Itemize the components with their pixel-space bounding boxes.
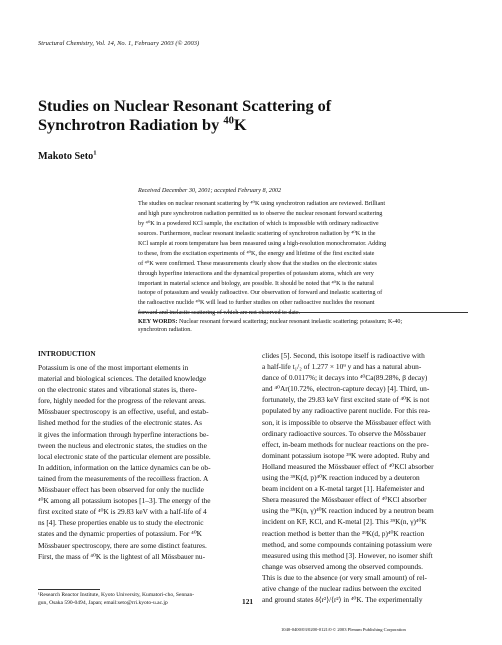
- left-column-line: tween the nucleus and electronic states, the studies on the: [38, 440, 207, 450]
- right-column-line: method, and some compounds containing potassium were: [262, 539, 432, 549]
- author-name: [38, 151, 97, 162]
- abstract-line: The studies on nuclear resonant scattering by ⁴⁰K using synchrotron radiation are reviewed. Brilliant: [138, 201, 386, 207]
- right-column-line: using the ³⁹K(n, γ)⁴⁰K reaction induced by a neutron beam: [262, 506, 434, 516]
- received-date-line: Received December 30, 2001; accepted February 8, 2002: [138, 187, 282, 194]
- right-column-line: beam incident on a K-metal target [1]. Hafemeister and: [262, 484, 425, 494]
- footnote-divider: [38, 589, 100, 590]
- right-column-line: incident on KF, KCl, and K-metal [2]. This ³⁹K(n, γ)⁴⁰K: [262, 517, 427, 527]
- right-column-line: effect, in-beam methods for nuclear reactions on the pre-: [262, 439, 429, 449]
- abstract-line: of ⁴⁰K were confirmed. These measurements clearly show that the studies on the electronic states: [138, 260, 377, 267]
- right-column-line: ordinary radioactive sources. To observe the Mössbauer: [262, 428, 426, 438]
- left-column-line: ns [4]. These properties enable us to study the electronic: [38, 518, 204, 528]
- left-column-line: lished method for the studies of the electronic states. As: [38, 418, 202, 428]
- abstract-line: and high pure synchrotron radiation permitted us to observe the nuclear resonant forward scattering: [138, 210, 383, 217]
- right-column-line: fortunately, the 29.83 keV first excited state of ⁴⁰K is not: [262, 395, 430, 405]
- abstract-line: isotope of potassium and weakly radioactive. Our observation of forward and inelastic scattering of: [138, 290, 383, 297]
- author-affiliation-mark: 1: [93, 149, 97, 157]
- left-column-line: it gives the information through hyperfine interactions be-: [38, 429, 209, 439]
- abstract-line: to these, from the excitation experiments of ⁴⁰K, the energy and lifetime of the first excited state: [138, 250, 375, 257]
- right-column-line: and ground states δ⟨r²⟩/⟨r²⟩ in ⁴⁰K. The experimentally: [262, 595, 423, 605]
- right-column: [262, 350, 468, 605]
- abstract-line: sources. Furthermore, nuclear resonant inelastic scattering of synchrotron radiation by ⁴⁰K in the: [138, 230, 376, 237]
- abstract-line: KCl sample at room temperature has been measured using a high-resolution monochromator. Adding: [138, 240, 387, 247]
- paper-title: [38, 96, 468, 134]
- left-column-line: In addition, information on the lattice dynamics can be ob-: [38, 462, 211, 472]
- author-text: Makoto Seto: [38, 151, 94, 162]
- left-column-line: material and biological sciences. The detailed knowledge: [38, 374, 207, 384]
- copyright-line: 1040-0400/03/0200-0121/0 © 2003 Plenum Publishing Corporation: [281, 627, 406, 632]
- abstract-line: forward and inelastic scattering of which are not observed to date.: [138, 310, 301, 317]
- right-column-line: This is due to the absence (or very small amount) of rel-: [262, 572, 427, 582]
- left-column-line: First, the mass of ⁴⁰K is the lightest of all Mössbauer nu-: [38, 551, 206, 561]
- journal-header: Structural Chemistry, Vol. 14, No. 1, February 2003 (© 2003): [38, 40, 200, 47]
- left-column-line: tained from the measurements of the recoilless fraction. A: [38, 473, 209, 483]
- right-column-line: measured using this method [3]. However, no isomer shift: [262, 550, 433, 560]
- section-heading-introduction: INTRODUCTION: [38, 350, 96, 358]
- title-isotope-mass: 40: [223, 115, 234, 127]
- right-column-line: son, it is impossible to observe the Mössbauer effect with: [262, 417, 431, 427]
- left-column-line: on the electronic states and vibrational states is, there-: [38, 385, 197, 395]
- title-line-1: Studies on Nuclear Resonant Scattering of: [38, 96, 332, 115]
- right-column-line: Shera measured the Mössbauer effect of ⁴⁰KCl absorber: [262, 495, 427, 505]
- right-column-line: a half-life t₁/₂ of 1.277 × 10⁹ y and has a natural abun-: [262, 362, 422, 372]
- title-element: K: [233, 115, 247, 134]
- abstract: [138, 200, 468, 319]
- left-column-line: ⁴⁰K among all potassium isotopes [1–3]. The energy of the: [38, 496, 211, 506]
- left-column-line: Mössbauer effect has been observed for only the nuclide: [38, 485, 204, 495]
- left-column-line: local electronic state of the particular element are possible.: [38, 451, 211, 461]
- keywords-label: KEY WORDS:: [138, 319, 178, 325]
- abstract-line: important in material science and biology, are possible. It should be noted that ⁴⁰K is the natural: [138, 280, 374, 287]
- right-column-body: [262, 350, 468, 605]
- right-column-line: change was observed among the observed compounds.: [262, 561, 423, 571]
- abstract-divider: [138, 312, 468, 313]
- left-column-line: first excited state of ⁴⁰K is 29.83 keV with a half-life of 4: [38, 507, 207, 517]
- left-column: [38, 350, 240, 562]
- right-column-line: and ⁴⁰Ar(10.72%, electron-capture decay) [4]. Third, un-: [262, 384, 430, 394]
- right-column-line: dance of 0.0117%; it decays into ⁴⁰Ca(89.28%, β decay): [262, 373, 428, 383]
- abstract-line: by ⁴⁰K in a powdered KCl sample, the excitation of which is impossible with ordinary radioactive: [138, 220, 379, 227]
- left-column-line: Mössbauer spectroscopy is an effective, useful, and estab-: [38, 407, 209, 417]
- page-number: 121: [242, 597, 254, 606]
- left-column-line: fore, highly needed for the progress of the relevant areas.: [38, 396, 206, 406]
- title-line-2: [38, 115, 468, 134]
- footnote-line-1: ¹Research Reactor Institute, Kyoto University, Kumatori-cho, Sennan-: [38, 592, 195, 598]
- title-line-2-prefix: Synchrotron Radiation by: [38, 115, 224, 134]
- left-column-line: Potassium is one of the most important elements in: [38, 363, 189, 372]
- footnote: [38, 592, 243, 607]
- left-column-line: states and the dynamic properties of potassium. For ⁴⁰K: [38, 529, 202, 539]
- right-column-line: populated by any radioactive parent nuclide. For this rea-: [262, 406, 431, 416]
- left-column-body: [38, 362, 240, 562]
- keywords-line-2: synchrotron radiation.: [138, 327, 192, 334]
- abstract-line: the radioactive nuclide ⁴⁰K will lead to further studies on other radioactive nuclides the resonant: [138, 300, 375, 307]
- abstract-line: through hyperfine interactions and the dynamical properties of potassium atoms, which are very: [138, 270, 374, 277]
- right-column-line: clides [5]. Second, this isotope itself is radioactive with: [262, 351, 425, 360]
- keywords: [138, 318, 468, 334]
- right-column-line: ative change of the nuclear radius between the excited: [262, 583, 422, 593]
- left-column-line: Mössbauer spectroscopy, there are some distinct features.: [38, 540, 207, 550]
- keywords-line-1: Nuclear resonant forward scattering; nuclear resonant inelastic scattering; potassium; K-40;: [178, 319, 403, 325]
- right-column-line: Holland measured the Mössbauer effect of ⁴⁰KCl absorber: [262, 461, 434, 471]
- right-column-line: dominant potassium isotope ³⁹K were adopted. Ruby and: [262, 450, 430, 460]
- right-column-line: using the ³⁹K(d, p)⁴⁰K reaction induced by a deuteron: [262, 473, 420, 483]
- right-column-line: reaction method is better than the ³⁹K(d, p)⁴⁰K reaction: [262, 528, 425, 538]
- footnote-line-2: gun, Osaka 590-0494, Japan; email:seto@rri.kyoto-u.ac.jp: [38, 599, 168, 606]
